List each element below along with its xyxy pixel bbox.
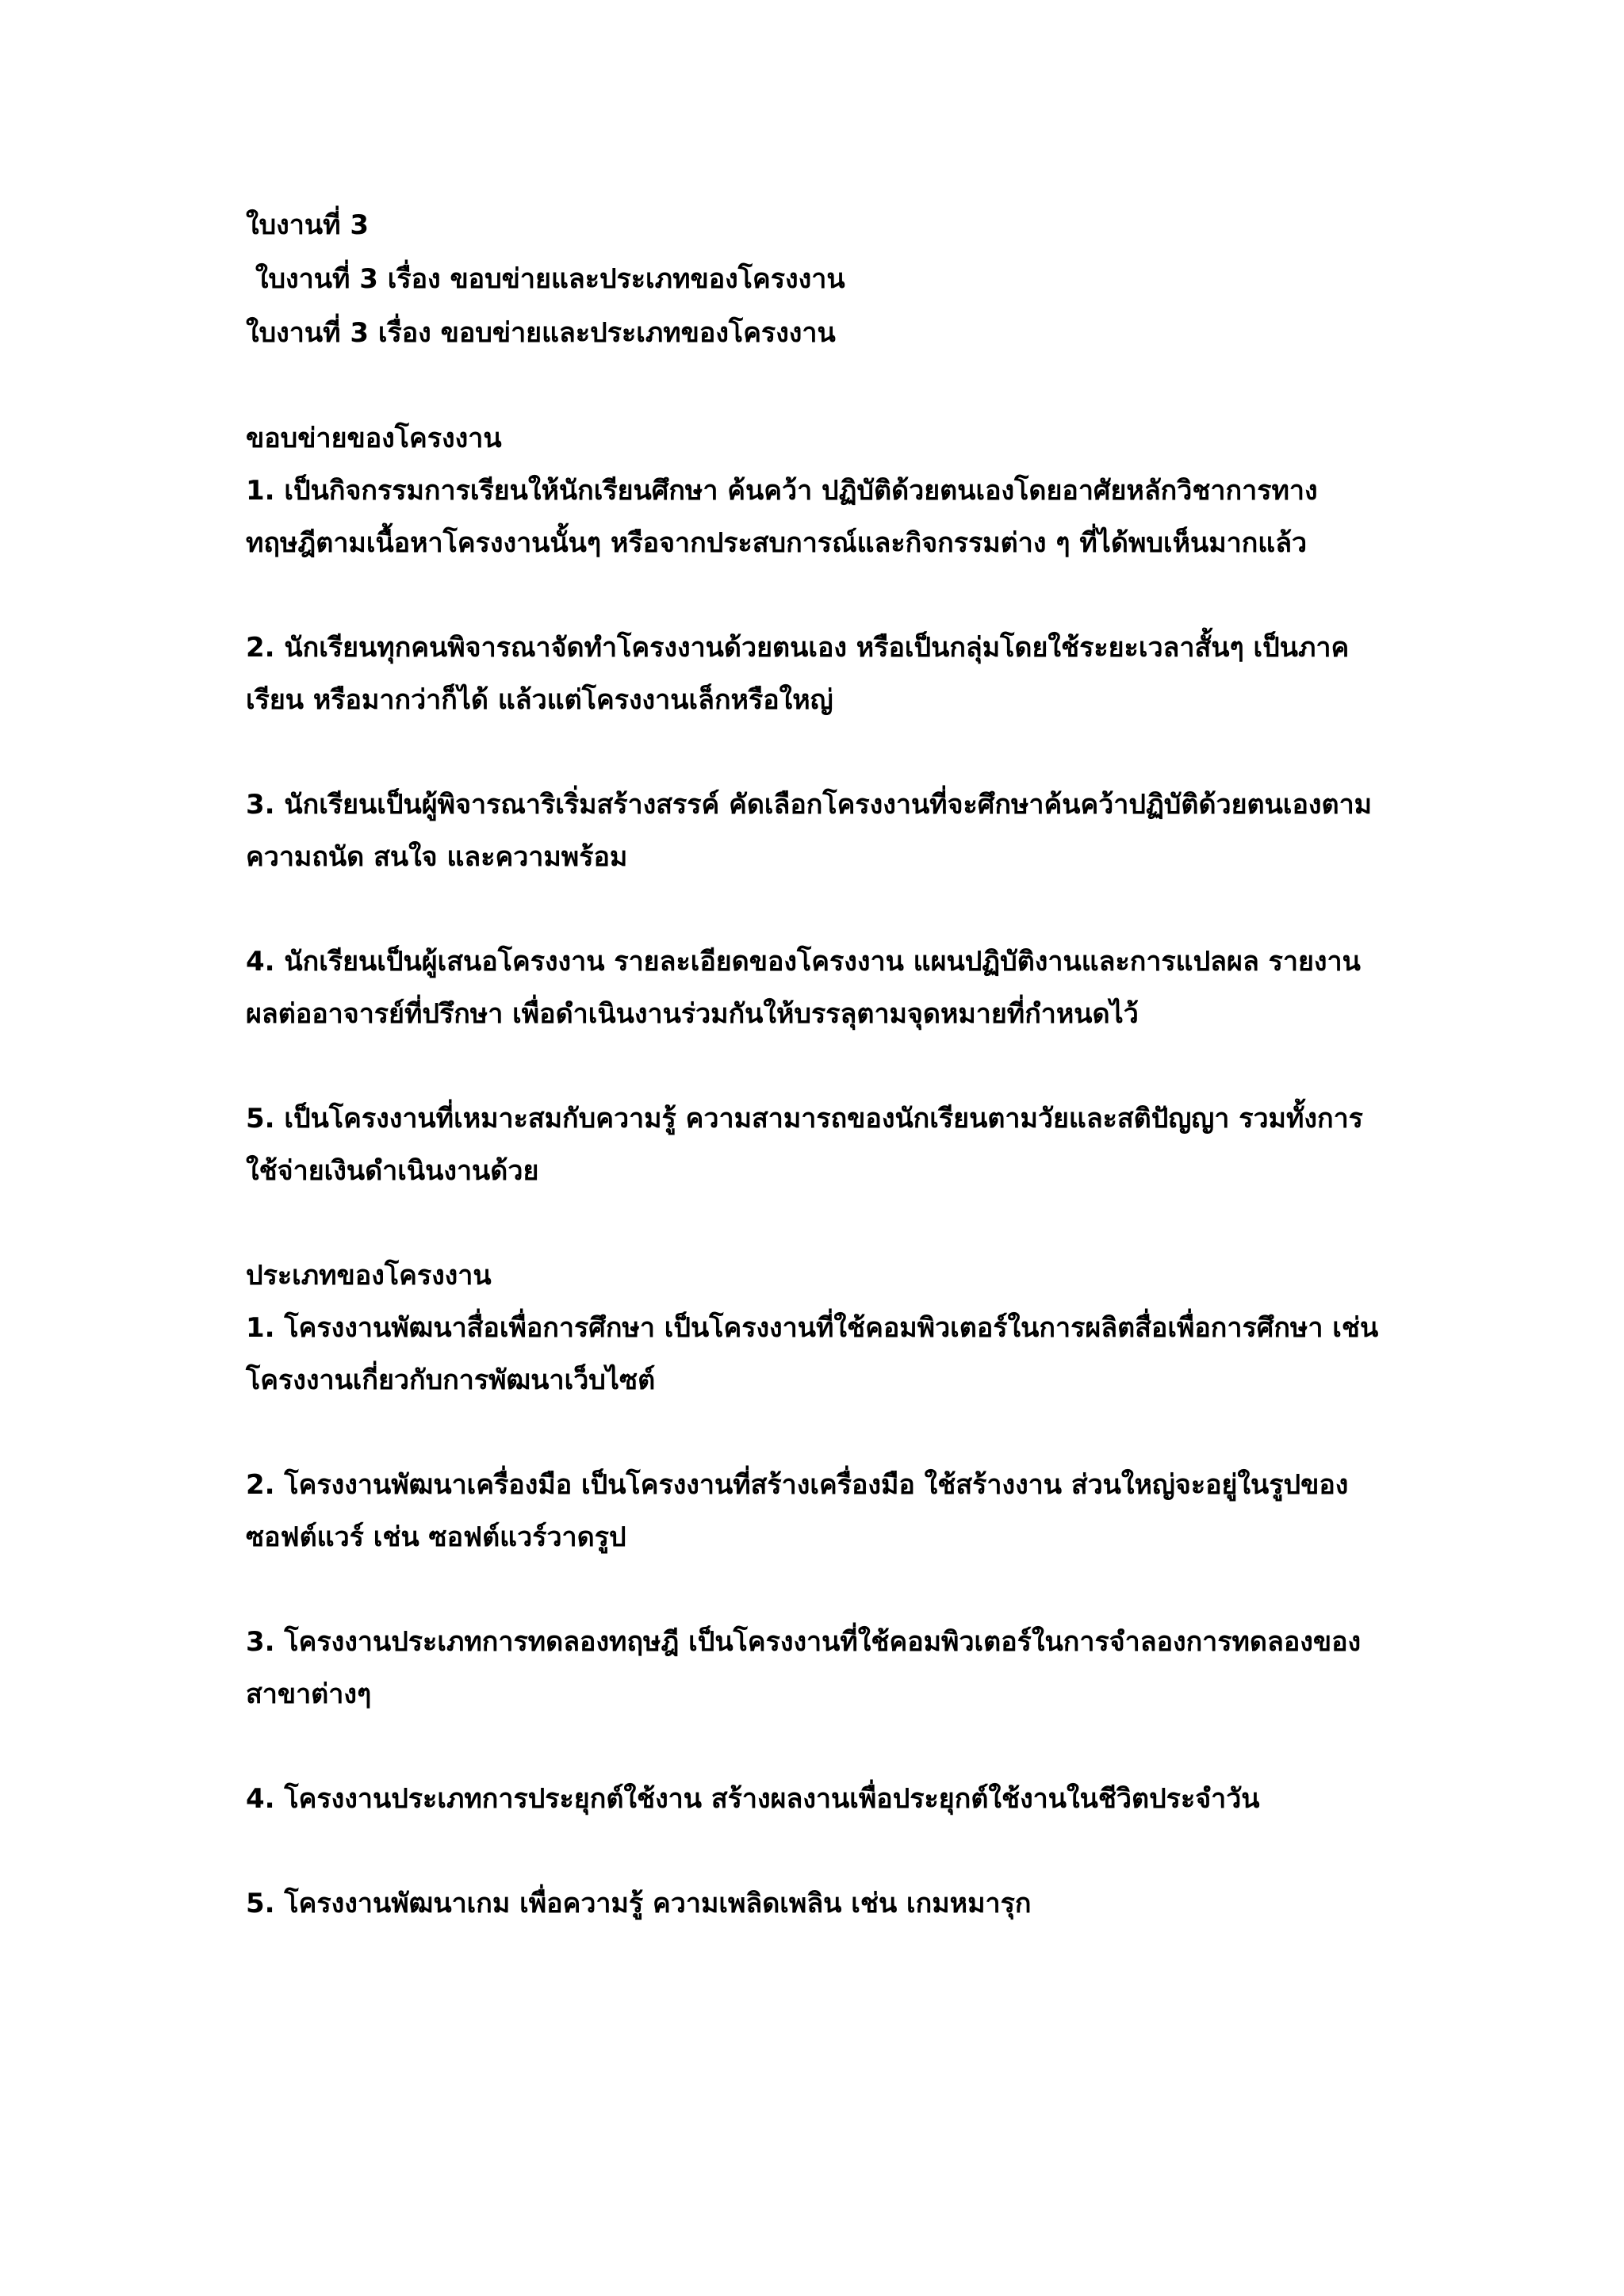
types-heading: ประเภทของโครงงาน — [246, 1260, 492, 1292]
scope-item-5 — [246, 1093, 1546, 1197]
scope-item-line: ผลต่ออาจารย์ที่ปรึกษา เพื่อดำเนินงานร่วมกันให้บรรลุตามจุดหมายที่กำหนดไว้ — [246, 998, 1139, 1030]
scope-item-line: ทฤษฎีตามเนื้อหาโครงงานนั้นๆ หรือจากประสบการณ์และกิจกรรมต่าง ๆ ที่ได้พบเห็นมากแล้ว — [246, 527, 1308, 559]
scope-item-line: 3. นักเรียนเป็นผู้พิจารณาริเริ่มสร้างสรรค์ คัดเลือกโครงงานที่จะศึกษาค้นคว้าปฏิบัติด้วยตนเองตาม — [246, 789, 1373, 821]
worksheet-subtitle: ใบงานที่ 3 เรื่อง ขอบข่ายและประเภทของโครงงาน — [246, 263, 845, 295]
types-item-line: 1. โครงงานพัฒนาสื่อเพื่อการศึกษา เป็นโครงงานที่ใช้คอมพิวเตอร์ในการผลิตสื่อเพื่อการศึกษา เช่น — [246, 1312, 1379, 1344]
types-item-line: 2. โครงงานพัฒนาเครื่องมือ เป็นโครงงานที่สร้างเครื่องมือ ใช้สร้างงาน ส่วนใหญ่จะอยู่ในรูปของ — [246, 1469, 1349, 1501]
types-item-line: 3. โครงงานประเภทการทดลองทฤษฎี เป็นโครงงานที่ใช้คอมพิวเตอร์ในการจำลองการทดลองของ — [246, 1626, 1362, 1658]
types-item-5 — [246, 1877, 1546, 1930]
types-item-line: 5. โครงงานพัฒนาเกม เพื่อความรู้ ความเพลิดเพลิน เช่น เกมหมารุก — [246, 1888, 1032, 1919]
types-item-1 — [246, 1302, 1546, 1406]
scope-item-1 — [246, 465, 1546, 569]
scope-item-line: ความถนัด สนใจ และความพร้อม — [246, 841, 628, 873]
worksheet-subtitle-repeat: ใบงานที่ 3 เรื่อง ขอบข่ายและประเภทของโครงงาน — [246, 317, 836, 349]
types-item-2 — [246, 1459, 1546, 1563]
types-item-3 — [246, 1616, 1546, 1720]
types-item-line: สาขาต่างๆ — [246, 1678, 372, 1710]
scope-item-line: 2. นักเรียนทุกคนพิจารณาจัดทำโครงงานด้วยตนเอง หรือเป็นกลุ่มโดยใช้ระยะเวลาสั้นๆ เป็นภาค — [246, 632, 1350, 664]
types-item-line: โครงงานเกี่ยวกับการพัฒนาเว็บไซต์ — [246, 1364, 656, 1396]
types-list — [246, 1302, 1546, 1930]
types-item-line: 4. โครงงานประเภทการประยุกต์ใช้งาน สร้างผลงานเพื่อประยุกต์ใช้งานในชีวิตประจำวัน — [246, 1783, 1260, 1815]
scope-item-line: เรียน หรือมากว่าก็ได้ แล้วแต่โครงงานเล็กหรือใหญ่ — [246, 684, 833, 716]
scope-heading: ขอบข่ายของโครงงาน — [246, 423, 502, 454]
document-content — [246, 198, 1546, 1930]
scope-item-4 — [246, 936, 1546, 1040]
types-item-4 — [246, 1773, 1546, 1825]
scope-item-3 — [246, 779, 1546, 883]
scope-list — [246, 465, 1546, 1197]
scope-item-2 — [246, 622, 1546, 726]
types-item-line: ซอฟต์แวร์ เช่น ซอฟต์แวร์วาดรูป — [246, 1521, 626, 1553]
scope-item-line: 4. นักเรียนเป็นผู้เสนอโครงงาน รายละเอียดของโครงงาน แผนปฏิบัติงานและการแปลผล รายงาน — [246, 946, 1361, 978]
scope-item-line: 1. เป็นกิจกรรมการเรียนให้นักเรียนศึกษา ค้นคว้า ปฏิบัติด้วยตนเองโดยอาศัยหลักวิชาการทาง — [246, 475, 1318, 507]
scope-item-line: ใช้จ่ายเงินดำเนินงานด้วย — [246, 1155, 539, 1187]
scope-item-line: 5. เป็นโครงงานที่เหมาะสมกับความรู้ ความสามารถของนักเรียนตามวัยและสติปัญญา รวมทั้งการ — [246, 1103, 1363, 1135]
worksheet-title: ใบงานที่ 3 — [246, 209, 370, 241]
